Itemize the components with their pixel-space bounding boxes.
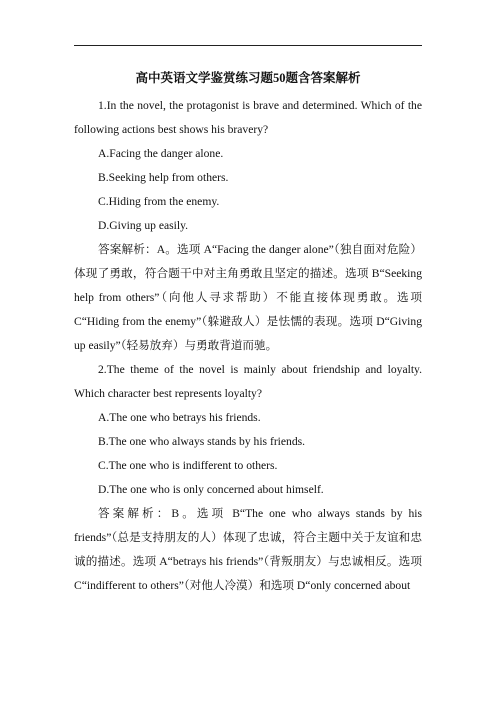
answer-option-d: D.The one who is only concerned about himself.	[98, 483, 324, 496]
question-stem: 1.In the novel, the protagonist is brave and determined. Which of the following actions best shows his bravery?	[74, 99, 422, 136]
answer-option-a: A.Facing the danger alone.	[98, 147, 224, 160]
document-title: 高中英语文学鉴赏练习题50题含答案解析	[135, 71, 361, 85]
answer-option-d: D.Giving up easily.	[98, 219, 189, 232]
header-rule	[74, 45, 422, 46]
question-block	[74, 358, 422, 598]
document-body	[74, 66, 422, 598]
answer-explanation: 答案解析：B。选项 B“The one who always stands by his friends”（总是支持朋友的人）体现了忠诚，符合主题中关于友谊和忠诚的描述。选项 A“betrays his friends”（背叛朋友）与忠诚相反。选项 C“indifferent to others”（对他人冷漠）和选项 D“only concerned about	[74, 507, 422, 592]
question-block	[74, 94, 422, 358]
answer-option-c: C.The one who is indifferent to others.	[98, 459, 278, 472]
answer-option-b: B.The one who always stands by his friends.	[98, 435, 306, 448]
answer-option-c: C.Hiding from the enemy.	[98, 195, 220, 208]
answer-option-b: B.Seeking help from others.	[98, 171, 229, 184]
answer-option-a: A.The one who betrays his friends.	[98, 411, 261, 424]
question-stem: 2.The theme of the novel is mainly about friendship and loyalty. Which character best represents loyalty?	[74, 363, 422, 400]
answer-explanation: 答案解析：A。选项 A“Facing the danger alone”（独自面对危险）体现了勇敢，符合题干中对主角勇敢且坚定的描述。选项 B“Seeking help from others”（向他人寻求帮助）不能直接体现勇敢。选项 C“Hiding from the enemy”（躲避敌人）是怯懦的表现。选项 D“Giving up easily”（轻易放弃）与勇敢背道而驰。	[74, 243, 422, 352]
